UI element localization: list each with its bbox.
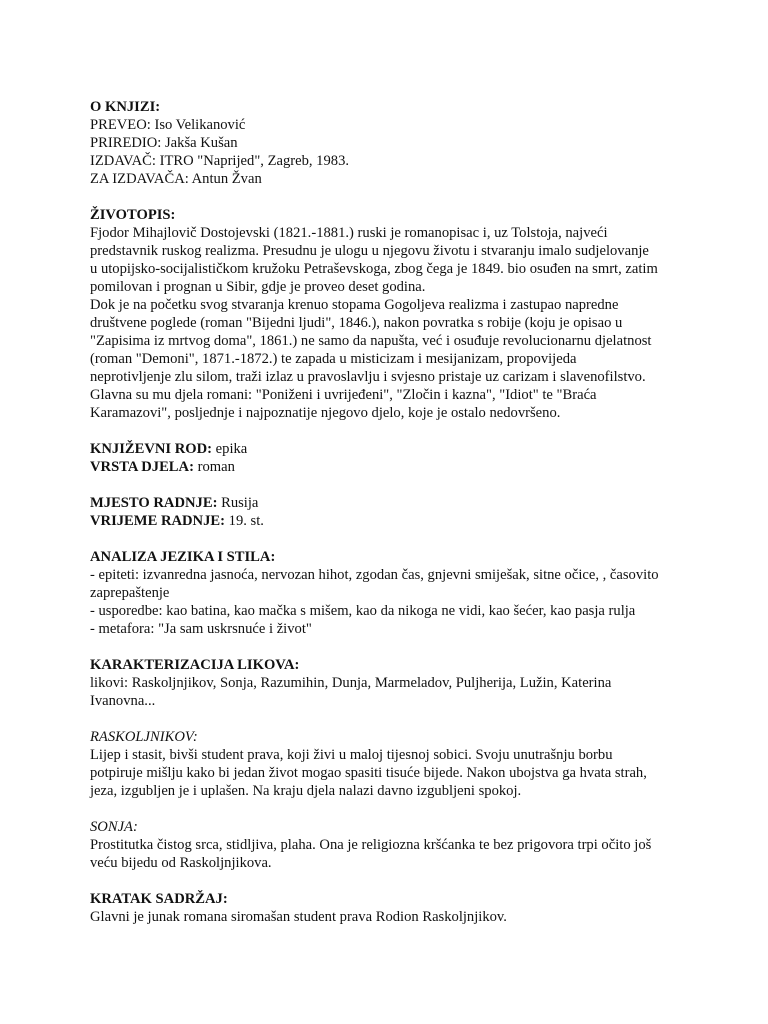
spacer bbox=[90, 638, 690, 656]
text-line: Prostitutka čistog srca, stidljiva, plaha. Ona je religiozna kršćanka te bez prigovora trpi očito još bbox=[90, 837, 652, 853]
text-line: Fjodor Mihajlovič Dostojevski (1821.-1881.) ruski je romanopisac i, uz Tolstoja, najveći bbox=[90, 225, 608, 241]
vrsta-djela-value: roman bbox=[193, 459, 235, 475]
text-line: "Zapisima iz mrtvog doma", 1861.) ne samo da napušta, već i osuđuje revolucionarnu djelatnost bbox=[90, 333, 652, 349]
knjizevni-rod-value: epika bbox=[212, 441, 248, 457]
knjizevni-rod-label: KNJIŽEVNI ROD: bbox=[90, 441, 213, 457]
vrijeme-radnje-row bbox=[90, 512, 690, 530]
text-line: neprotivljenje zlu silom, traži izlaz u pravoslavlju i svjesno pristaje uz carizam i slavenofilstvo. bbox=[90, 369, 646, 385]
spacer bbox=[90, 872, 690, 890]
text-line: u utopijsko-socijalističkom kružoku Petraševskoga, zbog čega je 1849. bio osuđen na smrt, zatim bbox=[90, 261, 658, 277]
text-line: Ivanovna... bbox=[90, 693, 156, 709]
character-heading-raskoljnjikov: RASKOLJNIKOV: bbox=[90, 729, 198, 745]
section-heading-o-knjizi: O KNJIZI: bbox=[90, 99, 161, 115]
vrsta-djela-label: VRSTA DJELA: bbox=[90, 459, 194, 475]
text-line: zaprepaštenje bbox=[90, 585, 170, 601]
text-line: - usporedbe: kao batina, kao mačka s mišem, kao da nikoga ne vidi, kao šećer, kao pasja rulja bbox=[90, 603, 636, 619]
text-line: veću bijedu od Raskoljnjikova. bbox=[90, 855, 272, 871]
section-heading-karakterizacija: KARAKTERIZACIJA LIKOVA: bbox=[90, 657, 300, 673]
text-line: PRIREDIO: Jakša Kušan bbox=[90, 135, 238, 151]
text-line: (roman "Demoni", 1871.-1872.) te zapada u misticizam i mesijanizam, propovijeda bbox=[90, 351, 577, 367]
text-line: likovi: Raskoljnjikov, Sonja, Razumihin, Dunja, Marmeladov, Puljherija, Lužin, Katerina bbox=[90, 675, 612, 691]
text-line: društvene poglede (roman "Bijedni ljudi", 1846.), nakon povratka s robije (koju je opisao u bbox=[90, 315, 623, 331]
spacer bbox=[90, 188, 690, 206]
spacer bbox=[90, 530, 690, 548]
text-line: jeza, izgubljen je i uplašen. Na kraju djela nalazi davno izgubljeni spokoj. bbox=[90, 783, 522, 799]
text-line: potpiruje mišlju kako bi jedan život mogao spasiti tisuće bijede. Nakon ubojstva ga hvata strah, bbox=[90, 765, 647, 781]
spacer bbox=[90, 800, 690, 818]
section-heading-analiza: ANALIZA JEZIKA I STILA: bbox=[90, 549, 276, 565]
vrijeme-radnje-value: 19. st. bbox=[225, 513, 264, 529]
character-heading-sonja: SONJA: bbox=[90, 819, 138, 835]
spacer bbox=[90, 476, 690, 494]
spacer bbox=[90, 710, 690, 728]
text-line: PREVEO: Iso Velikanović bbox=[90, 117, 246, 133]
mjesto-radnje-row bbox=[90, 494, 690, 512]
text-line: Karamazovi", posljednje i najpoznatije njegovo djelo, koje je ostalo nedovršeno. bbox=[90, 405, 561, 421]
mjesto-radnje-value: Rusija bbox=[217, 495, 259, 511]
text-line: Glavni je junak romana siromašan student prava Rodion Raskoljnjikov. bbox=[90, 909, 507, 925]
vrijeme-radnje-label: VRIJEME RADNJE: bbox=[90, 513, 225, 529]
section-heading-sadrzaj: KRATAK SADRŽAJ: bbox=[90, 891, 228, 907]
mjesto-radnje-label: MJESTO RADNJE: bbox=[90, 495, 218, 511]
text-line: ZA IZDAVAČA: Antun Žvan bbox=[90, 171, 262, 187]
text-line: - metafora: "Ja sam uskrsnuće i život" bbox=[90, 621, 312, 637]
text-line: Dok je na početku svog stvaranja krenuo stopama Gogoljeva realizma i zastupao napredne bbox=[90, 297, 619, 313]
section-heading-zivotopis: ŽIVOTOPIS: bbox=[90, 207, 176, 223]
document-page bbox=[90, 98, 690, 926]
text-line: predstavnik ruskog realizma. Presudnu je ulogu u njegovu životu i stvaranju imalo sudjelovanje bbox=[90, 243, 649, 259]
text-line: Glavna su mu djela romani: "Poniženi i uvrijeđeni", "Zločin i kazna", "Idiot" te "Braća bbox=[90, 387, 597, 403]
text-line: Lijep i stasit, bivši student prava, koji živi u maloj tijesnoj sobici. Svoju unutrašnju borbu bbox=[90, 747, 613, 763]
text-line: pomilovan i prognan u Sibir, gdje je proveo deset godina. bbox=[90, 279, 426, 295]
text-line: - epiteti: izvanredna jasnoća, nervozan hihot, zgodan čas, gnjevni smiješak, sitne očice, , časovito bbox=[90, 567, 659, 583]
vrsta-djela-row bbox=[90, 458, 690, 476]
knjizevni-rod-row bbox=[90, 440, 690, 458]
spacer bbox=[90, 422, 690, 440]
text-line: IZDAVAČ: ITRO "Naprijed", Zagreb, 1983. bbox=[90, 153, 350, 169]
